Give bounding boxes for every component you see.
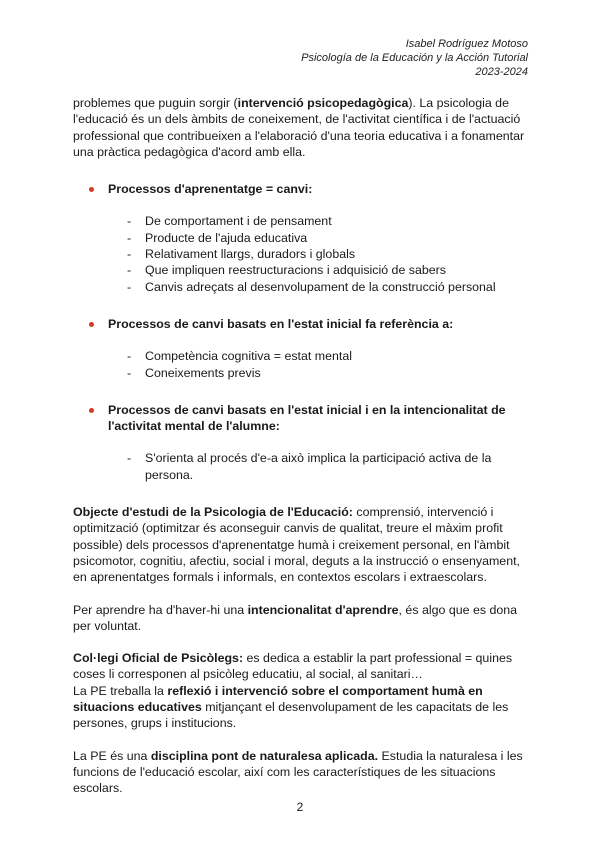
objecte-paragraph: Objecte d'estudi de la Psicologia de l'Educació: comprensió, intervenció i optimització (optimitzar és aconseguir canvis de qualitat, treure el màxim profit possible) dels processos d'aprenentatge humà i creixement personal, en l'àmbit psicomotor, cognitiu, afectiu, social i moral, deguts a la instrucció o ensenyament, en aprenentatges formals i informals, en contextos escolars i extraescolars. [73, 505, 520, 585]
list-item: - Que impliquen reestructuracions i adquisició de sabers [127, 263, 446, 278]
list-item: - S'orienta al procés d'e-a això implica la participació activa de la persona. [127, 451, 492, 482]
bullet-heading-2: Processos de canvi basats en l'estat inicial fa referència a: [73, 316, 533, 332]
bullet-list-3 [73, 450, 533, 483]
document-body [73, 95, 533, 797]
header-subject: Psicología de la Educación y la Acción Tutorial [301, 52, 528, 64]
header-year: 2023-2024 [475, 66, 528, 78]
list-item: - Relativament llargs, duradors i globals [127, 247, 356, 262]
header-author: Isabel Rodríguez Motoso [405, 38, 528, 50]
page-header [301, 37, 528, 79]
list-item: - Coneixements previs [127, 365, 261, 380]
intro-paragraph: problemes que puguin sorgir (intervenció psicopedagògica). La psicologia de l'educació és un dels àmbits de coneixement, de l'activitat científica i de l'actuació professional que contribueixen a l'elaboració d'una teoria educativa i a fonamentar una pràctica pedagògica d'acord amb ella. [73, 96, 525, 159]
page-number: 2 [296, 800, 304, 814]
bullet-dot-icon [89, 322, 94, 327]
bullet-dot-icon [89, 408, 94, 413]
bullet-list-2 [73, 348, 533, 381]
list-item: - De comportament i de pensament [127, 214, 332, 229]
bullet-dot-icon [89, 187, 94, 192]
bullet-heading-1: Processos d'aprenentatge = canvi: [73, 181, 533, 197]
bullet-heading-3: Processos de canvi basats en l'estat inicial i en la intencionalitat de l'activitat mental de l'alumne: [73, 402, 533, 435]
list-item: - Producte de l'ajuda educativa [127, 230, 308, 245]
pe-disciplina-paragraph: La PE és una disciplina pont de naturalesa aplicada. Estudia la naturalesa i les funcions de l'educació escolar, així com les característiques de les situacions escolars. [73, 748, 523, 796]
list-item: - Canvis adreçats al desenvolupament de la construcció personal [127, 279, 496, 294]
list-item: - Competència cognitiva = estat mental [127, 349, 352, 364]
collegi-paragraph: Col·legi Oficial de Psicòlegs: es dedica a establir la part professional = quines coses li corresponen al psicòleg educatiu, al social, al sanitari… [73, 651, 513, 682]
aprendre-paragraph: Per aprendre ha d'haver-hi una intencionalitat d'aprendre, és algo que es dona per voluntat. [73, 602, 518, 633]
pe-reflexio-paragraph: La PE treballa la reflexió i intervenció sobre el comportament humà en situacions educatives mitjançant el desenvolupament de les capacitats de les persones, grups i institucions. [73, 683, 509, 731]
bullet-list-1 [73, 213, 533, 294]
